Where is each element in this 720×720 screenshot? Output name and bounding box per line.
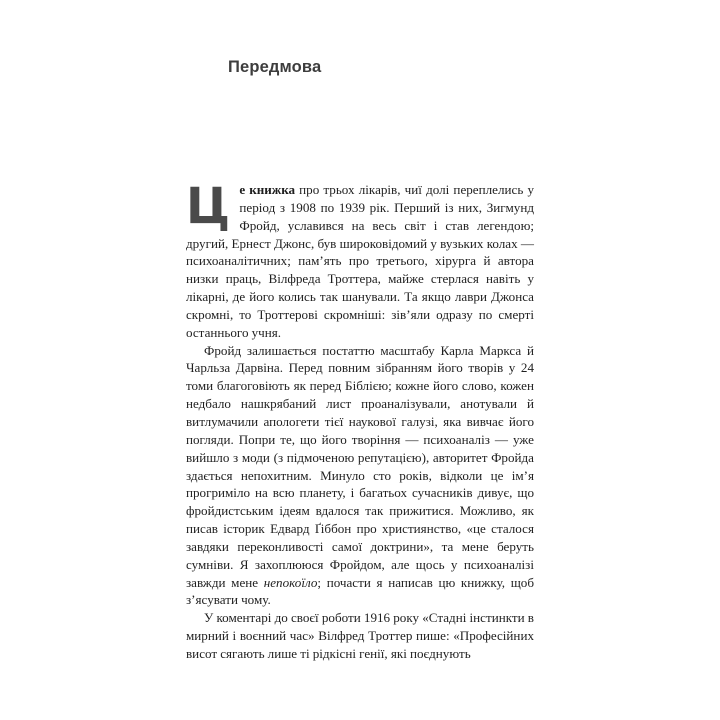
page-title: Передмова [228,58,322,76]
italic-emphasis-run: непокоїло [263,574,318,590]
paragraph-1 [186,177,534,342]
lead-bold-run: е книжка [239,182,295,197]
paragraph-2 [186,342,534,610]
paragraph-3-text: У коментарі до своєї роботи 1916 року «Стадні інстинкти в мирний і воєнний час» Вілфред Троттер пише: «Професійних висот сягають лише ті рідкісні генії, які поєднують [186,610,534,661]
paragraph-2-text-tail: ; почасти я написав цю книжку, щоб з’ясувати чому. [186,574,534,608]
paragraph-1-text: про трьох лікарів, чиї долі переплелись у період з 1908 по 1939 рік. Перший із них, Зигмунд Фройд, уславився на весь світ і став легендою; другий, Ернест Джонс, був широковідомий у вузьких колах — психоаналітичних; пам’ять про третього, хірурга й автора низки праць, Вілфреда Троттера, майже стерлася навіть у лікарні, де його колись так шанували. Та якщо лаври Джонса скромні, то Троттерові скромніші: зів’яли одразу по смерті останнього учня. [186,182,534,340]
drop-cap-letter: Ц [186,177,231,235]
paragraph-3 [186,609,534,663]
paragraph-2-text: Фройд залишається постаттю масштабу Карла Маркса й Чарльза Дарвіна. Перед повним зібранням його творів у 24 томи благоговіють як перед Біблією; кожне його слово, кожен недбало нашкрябаний лист проаналізували, анотували й витлумачили апологети тієї наукової галузі, яка вивчає його погляди. Попри те, що його творіння — психоаналіз — уже вийшло з моди (з підмоченою репутацією), авторитет Фройда здається непохитним. Минуло сто років, відколи це ім’я прогриміло на всю планету, і багатьох сучасників дивує, що фройдистським ідеям вдалося так прижитися. Можливо, як писав історик Едвард Ґіббон про християнство, «це сталося завдяки переконливості самої доктрини», та мене беруть сумніви. Я захоплююся Фройдом, але щось у психоаналізі завжди мене [186,342,534,590]
body-text-column [186,177,534,663]
